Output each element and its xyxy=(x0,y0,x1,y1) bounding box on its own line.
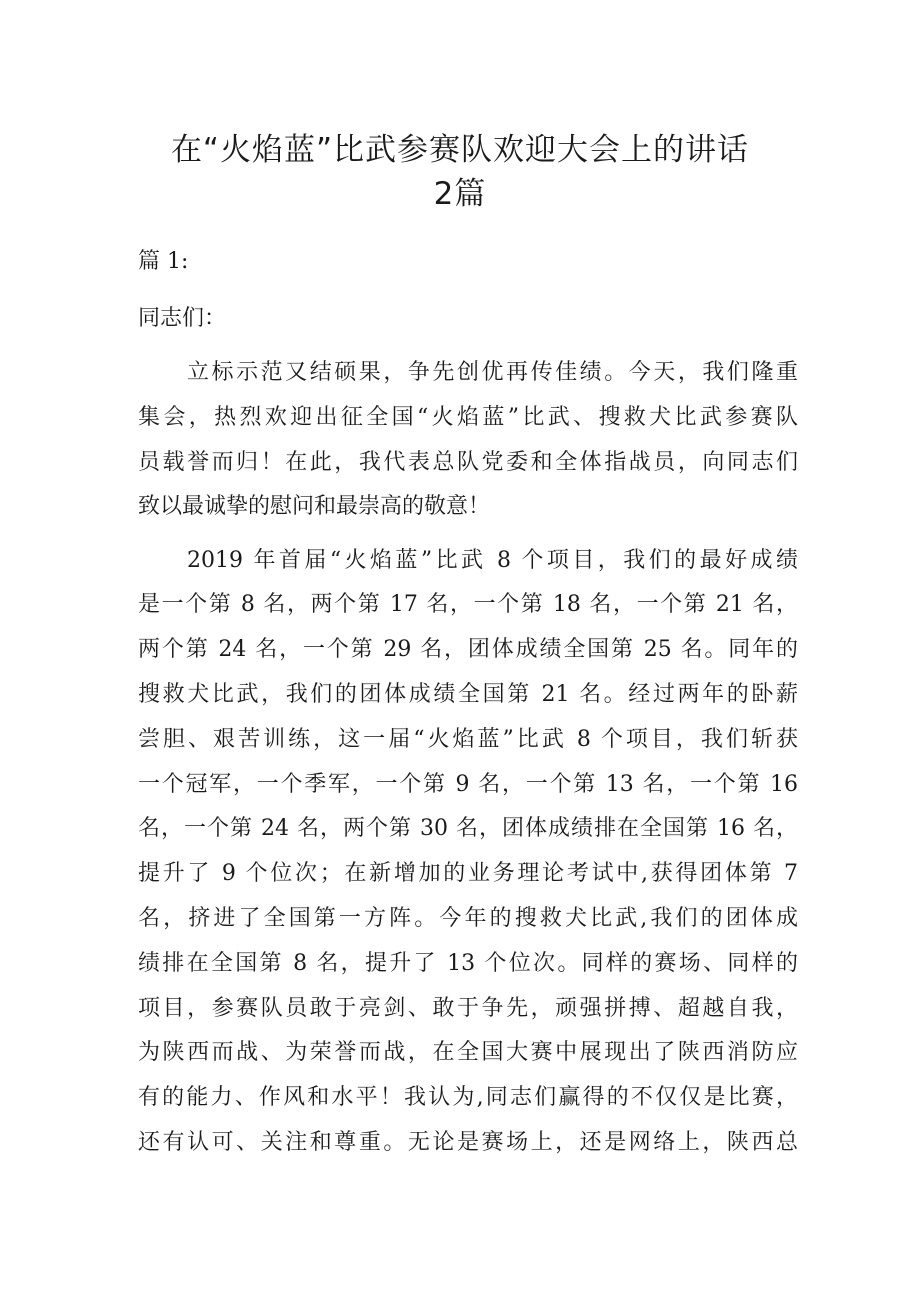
paragraph2-line: 名，挤进了全国第一方阵。今年的搜救犬比武,我们的团体成 xyxy=(138,906,798,931)
paragraph1-line: 员载誉而归！在此，我代表总队党委和全体指战员，向同志们 xyxy=(138,450,798,475)
paragraph2-line: 提升了 9 个位次；在新增加的业务理论考试中,获得团体第 7 xyxy=(138,861,798,886)
paragraph2-line: 2019 年首届“火焰蓝”比武 8 个项目，我们的最好成绩 xyxy=(187,548,798,573)
paragraph2-line: 为陕西而战、为荣誉而战，在全国大赛中展现出了陕西消防应 xyxy=(138,1040,798,1065)
paragraph2-line: 项目，参赛队员敢于亮剑、敢于争先，顽强拼搏、超越自我， xyxy=(138,996,798,1021)
document-title-line1: 在“火焰蓝”比武参赛队欢迎大会上的讲话 xyxy=(170,132,750,168)
paragraph2-line: 尝胆、艰苦训练，这一届“火焰蓝”比武 8 个项目，我们斩获 xyxy=(138,727,798,752)
paragraph2-line: 还有认可、关注和尊重。无论是赛场上，还是网络上，陕西总 xyxy=(138,1130,798,1155)
paragraph2-line: 一个冠军，一个季军，一个第 9 名，一个第 13 名，一个第 16 xyxy=(138,772,798,797)
paragraph1-line: 致以最诚挚的慰问和最崇高的敬意！ xyxy=(138,494,491,519)
paragraph2-line: 有的能力、作风和水平！我认为,同志们赢得的不仅仅是比赛， xyxy=(138,1085,798,1110)
document-title-line2: 2篇 xyxy=(433,176,487,212)
salutation: 同志们： xyxy=(138,306,227,331)
paragraph2-line: 搜救犬比武，我们的团体成绩全国第 21 名。经过两年的卧薪 xyxy=(138,682,798,707)
paragraph1-line: 集会，热烈欢迎出征全国“火焰蓝”比武、搜救犬比武参赛队 xyxy=(138,405,798,430)
paragraph2-line: 是一个第 8 名，两个第 17 名，一个第 18 名，一个第 21 名， xyxy=(138,592,798,617)
paragraph2-line: 绩排在全国第 8 名，提升了 13 个位次。同样的赛场、同样的 xyxy=(138,951,798,976)
paragraph1-line: 立标示范又结硕果，争先创优再传佳绩。今天，我们隆重 xyxy=(187,360,798,385)
section-label: 篇 1: xyxy=(138,249,189,274)
paragraph2-line: 两个第 24 名，一个第 29 名，团体成绩全国第 25 名。同年的 xyxy=(138,637,798,662)
paragraph2-line: 名，一个第 24 名，两个第 30 名，团体成绩排在全国第 16 名， xyxy=(138,816,798,841)
